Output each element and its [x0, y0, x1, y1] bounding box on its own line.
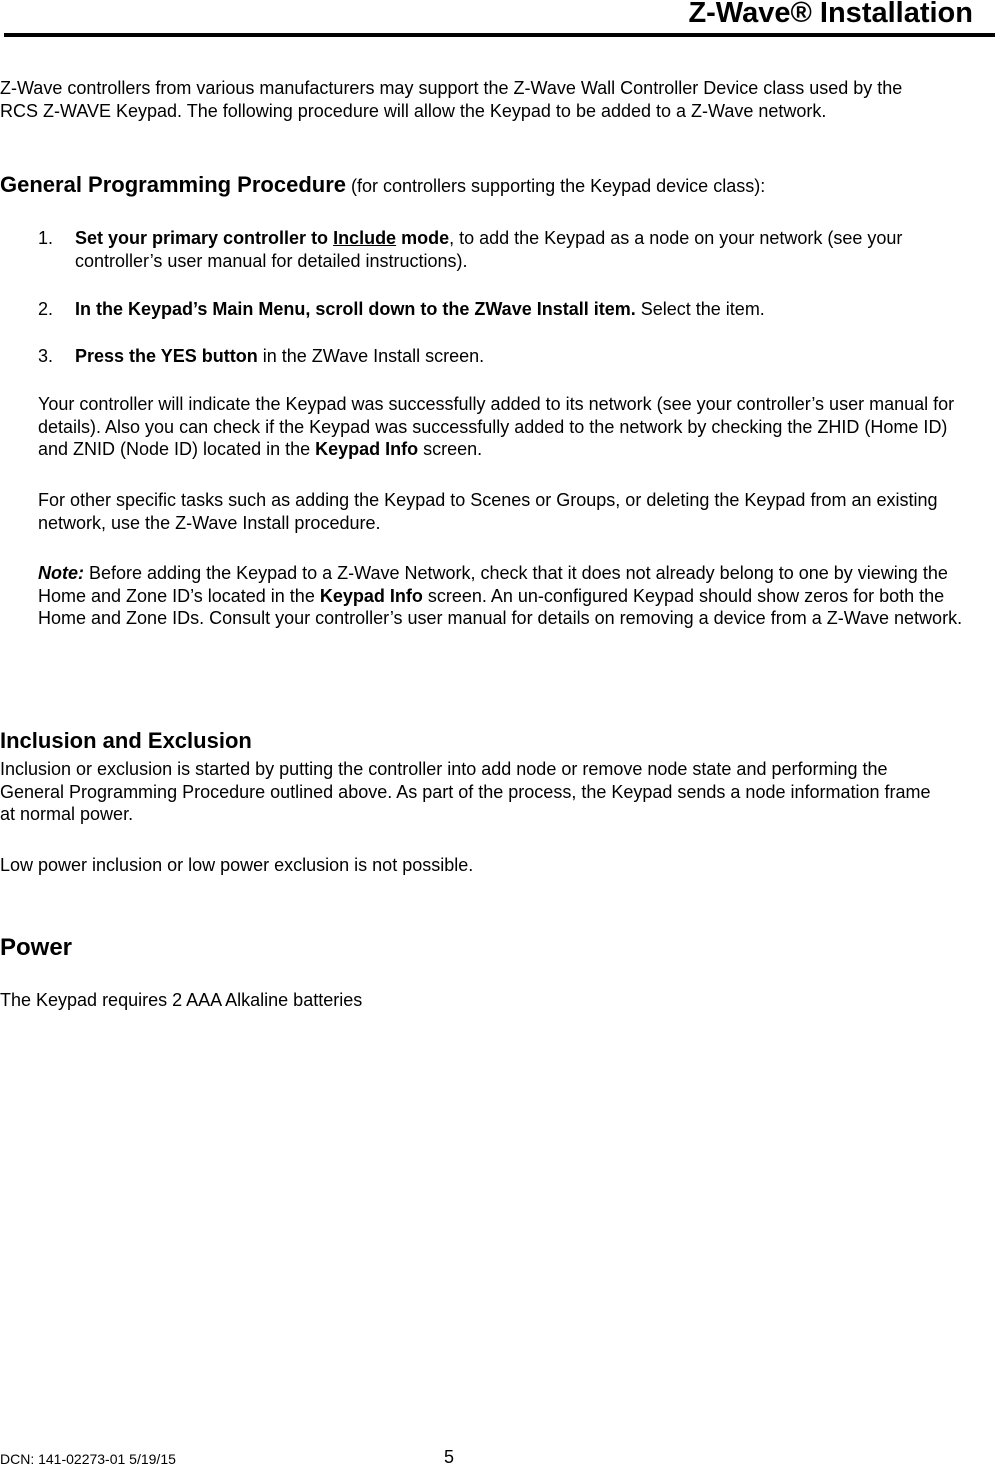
note-paragraph: [38, 562, 978, 630]
general-heading-note: (for controllers supporting the Keypad device class):: [346, 176, 766, 196]
keypad-info-bold: Keypad Info: [315, 439, 419, 459]
step-1-bold: Set your primary controller to: [75, 228, 334, 248]
result-end: screen.: [418, 439, 483, 459]
step-number: 2.: [38, 299, 54, 319]
step-1: [75, 227, 955, 272]
inclusion-paragraph: Inclusion or exclusion is started by putting the controller into add node or remove node state and performing the General Programming Procedure outlined above. As part of the process, the Keypad sends a node information frame at normal power.: [0, 759, 931, 824]
general-heading: General Programming Procedure: [0, 172, 346, 197]
note-text: Before adding the Keypad to a Z-Wave Network, check that it does not already belong to one by viewing the Home and Zone ID’s located in the: [38, 563, 948, 606]
step-3-rest: in the ZWave Install screen.: [257, 346, 485, 366]
result-text: Your controller will indicate the Keypad was successfully added to its network (see your controller’s user manual for details). Also you can check if the Keypad was successfully added to the network by checking the ZHID (Home ID) and ZNID (Node ID) located in the: [38, 394, 955, 459]
page-title: Z-Wave® Installation: [688, 0, 973, 29]
step-1-rest: , to add the Keypad as a node on your network (see your controller’s user manual for detailed instructions).: [75, 228, 903, 271]
note-label: Note:: [38, 563, 84, 583]
header-rule: [4, 33, 995, 37]
step-2: [75, 298, 955, 321]
inclusion-heading: Inclusion and Exclusion: [0, 728, 252, 753]
step-2-bold: In the Keypad’s Main Menu, scroll down to the ZWave Install item.: [75, 299, 636, 319]
power-heading: Power: [0, 934, 73, 961]
page-number: 5: [444, 1447, 455, 1467]
result-paragraph: [38, 393, 968, 461]
general-heading-line: [0, 174, 960, 198]
other-tasks-paragraph: For other specific tasks such as adding the Keypad to Scenes or Groups, or deleting the Keypad from an existing network, use the Z-Wave Install procedure.: [38, 490, 938, 533]
low-power-paragraph: Low power inclusion or low power exclusion is not possible.: [0, 855, 474, 875]
step-number: 1.: [38, 228, 54, 248]
step-3-bold: Press the YES button: [75, 346, 258, 366]
step-1-include: Include: [333, 228, 397, 248]
note-keypad-info: Keypad Info: [319, 585, 423, 606]
intro-paragraph: Z-Wave controllers from various manufacturers may support the Z-Wave Wall Controller Device class used by the RCS Z-WAVE Keypad. The following procedure will allow the Keypad to be added to a Z-Wave network.: [0, 78, 903, 121]
step-number: 3.: [38, 346, 54, 366]
step-3: [75, 345, 955, 368]
step-1-bold2: mode: [396, 228, 450, 248]
note-end: screen. An un-configured Keypad should show zeros for both the Home and Zone IDs. Consult your controller’s user manual for details on removing a device from a Z-Wave network.: [38, 585, 963, 628]
step-2-rest: Select the item.: [635, 299, 765, 319]
footer-dcn: DCN: 141-02273-01 5/19/15: [0, 1451, 176, 1467]
power-paragraph: The Keypad requires 2 AAA Alkaline batteries: [0, 990, 363, 1010]
